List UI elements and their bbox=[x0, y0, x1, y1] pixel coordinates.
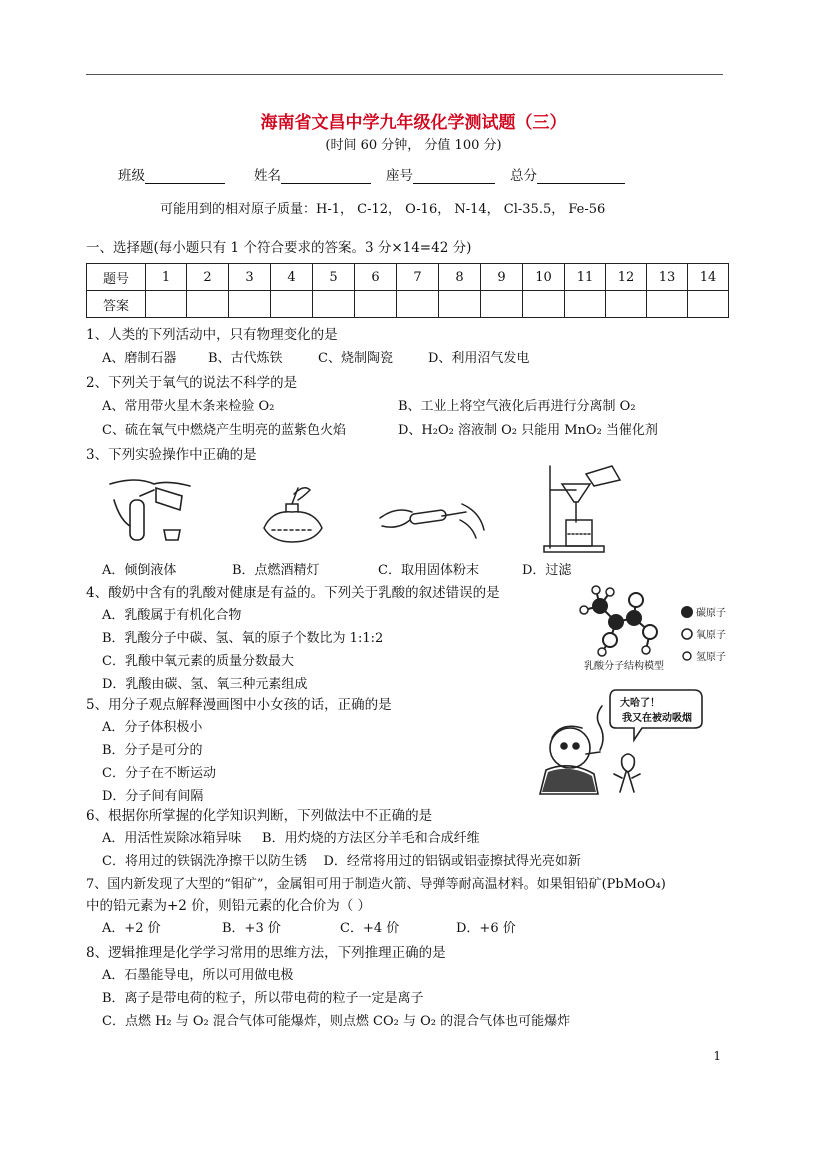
question-8-option: A．石墨能导电，所以可用做电极 bbox=[102, 968, 294, 983]
class-field bbox=[118, 164, 225, 184]
atomic-masses: 可能用到的相对原子质量：H-1， C-12， O-16， N-14， Cl-35.5， Fe-56 bbox=[160, 202, 606, 217]
question-7-stem-line-2: 中的铅元素为+2 价，则铅元素的化合价为（ ） bbox=[86, 898, 371, 914]
answer-table-answer-row bbox=[87, 291, 729, 318]
question-5-option: B．分子是可分的 bbox=[102, 743, 203, 758]
question-2-option-c: C、硫在氧气中燃烧产生明亮的蓝紫色火焰 bbox=[102, 423, 346, 438]
molecule-legend-icons bbox=[680, 604, 694, 664]
col-number: 13 bbox=[647, 264, 688, 291]
speech-bubble-line-2: 我又在被动吸烟 bbox=[622, 713, 692, 724]
legend-oxygen: 氧原子 bbox=[696, 630, 726, 641]
answer-cell[interactable] bbox=[688, 291, 729, 318]
question-4-stem: 4、酸奶中含有的乳酸对健康是有益的。下列关于乳酸的叙述错误的是 bbox=[86, 585, 500, 601]
answer-cell[interactable] bbox=[187, 291, 229, 318]
question-6-options-line-1: A．用活性炭除冰箱异味 B．用灼烧的方法区分羊毛和合成纤维 bbox=[102, 831, 480, 846]
name-label: 姓名 bbox=[254, 168, 281, 184]
question-1-option: C、烧制陶瓷 bbox=[318, 351, 393, 366]
question-8-option: B．离子是带电荷的粒子，所以带电荷的粒子一定是离子 bbox=[102, 991, 424, 1006]
col-number: 12 bbox=[606, 264, 647, 291]
powder-scoop-illustration bbox=[376, 490, 488, 546]
question-8-stem: 8、逻辑推理是化学学习常用的思维方法，下列推理正确的是 bbox=[86, 945, 446, 961]
row-label-answer: 答案 bbox=[87, 291, 146, 318]
row-label-number: 题号 bbox=[87, 264, 146, 291]
question-3-option: D．过滤 bbox=[522, 563, 572, 578]
answer-cell[interactable] bbox=[271, 291, 313, 318]
page-number: 1 bbox=[713, 1049, 721, 1063]
question-8-option: C．点燃 H₂ 与 O₂ 混合气体可能爆炸，则点燃 CO₂ 与 O₂ 的混合气体也可能爆炸 bbox=[102, 1014, 571, 1029]
question-7-option: D．+6 价 bbox=[456, 921, 516, 936]
section-title: 一、选择题(每小题只有 1 个符合要求的答案。3 分×14=42 分) bbox=[86, 240, 472, 256]
answer-cell[interactable] bbox=[229, 291, 271, 318]
question-1-option: A、磨制石器 bbox=[102, 351, 177, 366]
question-3-option: C．取用固体粉末 bbox=[378, 563, 479, 578]
seat-blank[interactable] bbox=[413, 169, 495, 184]
col-number: 3 bbox=[229, 264, 271, 291]
name-blank[interactable] bbox=[281, 169, 371, 184]
col-number: 6 bbox=[355, 264, 397, 291]
speech-bubble-line-1: 大哈了！ bbox=[620, 698, 660, 709]
seat-label: 座号 bbox=[386, 168, 413, 184]
answer-cell[interactable] bbox=[523, 291, 565, 318]
answer-cell[interactable] bbox=[565, 291, 606, 318]
answer-cell[interactable] bbox=[481, 291, 523, 318]
col-number: 9 bbox=[481, 264, 523, 291]
question-7-option: A．+2 价 bbox=[102, 921, 161, 936]
header-rule bbox=[86, 74, 723, 75]
question-2-option-b: B、工业上将空气液化后再进行分离制 O₂ bbox=[398, 399, 636, 414]
page-subtitle: (时间 60 分钟， 分值 100 分) bbox=[325, 138, 502, 153]
question-4-option: B．乳酸分子中碳、氢、氧的原子个数比为 1:1:2 bbox=[102, 631, 384, 646]
col-number: 2 bbox=[187, 264, 229, 291]
question-4-option: A．乳酸属于有机化合物 bbox=[102, 608, 242, 623]
question-6-options-line-2: C．将用过的铁锅洗净擦干以防生锈 D．经常将用过的铝锅或铝壶擦拭得光亮如新 bbox=[102, 854, 581, 869]
question-5-option: D．分子间有间隔 bbox=[102, 789, 204, 804]
answer-cell[interactable] bbox=[355, 291, 397, 318]
model-caption: 乳酸分子结构模型 bbox=[584, 661, 664, 672]
legend-carbon: 碳原子 bbox=[696, 608, 726, 619]
col-number: 5 bbox=[313, 264, 355, 291]
score-blank[interactable] bbox=[537, 169, 625, 184]
question-1-option: D、利用沼气发电 bbox=[428, 351, 530, 366]
question-4-option: C．乳酸中氧元素的质量分数最大 bbox=[102, 654, 294, 669]
question-5-option: A．分子体积极小 bbox=[102, 720, 203, 735]
question-2-option-a: A、常用带火星木条来检验 O₂ bbox=[102, 399, 275, 414]
question-3-option: A．倾倒液体 bbox=[102, 563, 177, 578]
question-7-option: C．+4 价 bbox=[340, 921, 400, 936]
name-field bbox=[254, 164, 371, 184]
class-blank[interactable] bbox=[145, 169, 225, 184]
question-6-stem: 6、根据你所掌握的化学知识判断，下列做法中不正确的是 bbox=[86, 808, 433, 824]
answer-cell[interactable] bbox=[397, 291, 439, 318]
score-field bbox=[510, 164, 625, 184]
col-number: 11 bbox=[565, 264, 606, 291]
col-number: 10 bbox=[523, 264, 565, 291]
question-5-stem: 5、用分子观点解释漫画图中小女孩的话，正确的是 bbox=[86, 697, 392, 713]
question-3-option: B．点燃酒精灯 bbox=[232, 563, 320, 578]
legend-hydrogen: 氢原子 bbox=[696, 652, 726, 663]
pouring-liquid-illustration bbox=[106, 470, 202, 552]
answer-cell[interactable] bbox=[146, 291, 187, 318]
page-title: 海南省文昌中学九年级化学测试题（三） bbox=[260, 113, 567, 133]
answer-cell[interactable] bbox=[313, 291, 355, 318]
question-3-stem: 3、下列实验操作中正确的是 bbox=[86, 447, 257, 463]
col-number: 7 bbox=[397, 264, 439, 291]
question-2-stem: 2、下列关于氧气的说法不科学的是 bbox=[86, 375, 298, 391]
col-number: 8 bbox=[439, 264, 481, 291]
question-2-option-d: D、H₂O₂ 溶液制 O₂ 只能用 MnO₂ 当催化剂 bbox=[398, 423, 658, 438]
answer-cell[interactable] bbox=[647, 291, 688, 318]
col-number: 4 bbox=[271, 264, 313, 291]
filtration-illustration bbox=[540, 462, 630, 554]
seat-field bbox=[386, 164, 495, 184]
col-number: 14 bbox=[688, 264, 729, 291]
alcohol-lamp-illustration bbox=[258, 480, 328, 552]
question-1-stem: 1、人类的下列活动中，只有物理变化的是 bbox=[86, 327, 338, 343]
question-7-option: B．+3 价 bbox=[222, 921, 281, 936]
answer-table-number-row bbox=[87, 264, 729, 291]
score-label: 总分 bbox=[510, 168, 537, 184]
col-number: 1 bbox=[146, 264, 187, 291]
question-1-option: B、古代炼铁 bbox=[208, 351, 283, 366]
question-7-stem-line-1: 7、国内新发现了大型的“钼矿”，金属钼可用于制造火箭、导弹等耐高温材料。如果钼铅矿(PbMoO₄) bbox=[86, 877, 666, 892]
question-4-option: D．乳酸由碳、氢、氧三种元素组成 bbox=[102, 677, 308, 692]
question-5-option: C．分子在不断运动 bbox=[102, 766, 216, 781]
answer-cell[interactable] bbox=[439, 291, 481, 318]
answer-cell[interactable] bbox=[606, 291, 647, 318]
answer-table bbox=[86, 263, 729, 318]
class-label: 班级 bbox=[118, 168, 145, 184]
